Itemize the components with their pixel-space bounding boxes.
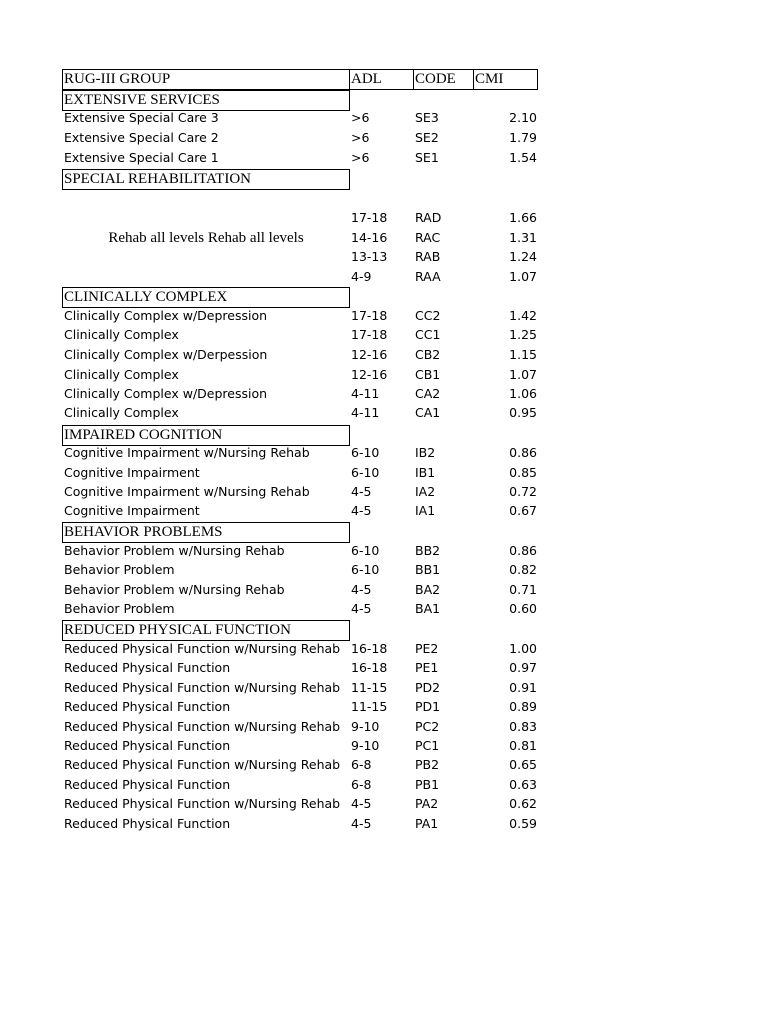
row-cmi: 1.24 (509, 249, 537, 264)
row-code: CA2 (415, 386, 441, 401)
row-adl: 12-16 (351, 347, 388, 362)
row-name: Cognitive Impairment (64, 465, 200, 480)
header-code: CODE (413, 69, 474, 90)
row-cmi: 1.66 (509, 210, 537, 225)
row-adl: 17-18 (351, 210, 388, 225)
row-adl: 6-10 (351, 562, 380, 577)
row-code: PE2 (415, 641, 439, 656)
row-adl: 13-13 (351, 249, 388, 264)
row-cmi: 0.86 (509, 445, 537, 460)
row-adl: 4-11 (351, 386, 380, 401)
row-code: SE1 (415, 150, 439, 165)
row-cmi: 1.07 (509, 367, 537, 382)
row-cmi: 0.89 (509, 699, 537, 714)
row-adl: 6-10 (351, 445, 380, 460)
row-name: Behavior Problem w/Nursing Rehab (64, 582, 285, 597)
row-cmi: 0.62 (509, 796, 537, 811)
row-name: Cognitive Impairment w/Nursing Rehab (64, 445, 310, 460)
row-cmi: 0.72 (509, 484, 537, 499)
row-code: SE3 (415, 110, 439, 125)
row-cmi: 1.79 (509, 130, 537, 145)
row-code: RAC (415, 230, 441, 245)
row-cmi: 2.10 (509, 110, 537, 125)
row-cmi: 0.83 (509, 719, 537, 734)
row-adl: >6 (351, 110, 370, 125)
row-adl: 9-10 (351, 719, 380, 734)
row-code: IB1 (415, 465, 436, 480)
row-name: Reduced Physical Function w/Nursing Rehab (64, 719, 341, 734)
row-cmi: 0.60 (509, 601, 537, 616)
row-code: IB2 (415, 445, 436, 460)
row-name: Clinically Complex w/Derpession (64, 347, 268, 362)
row-cmi: 1.06 (509, 386, 537, 401)
row-adl: 4-5 (351, 484, 372, 499)
row-cmi: 0.63 (509, 777, 537, 792)
row-cmi: 1.42 (509, 308, 537, 323)
row-code: PC2 (415, 719, 440, 734)
row-code: CC1 (415, 327, 441, 342)
row-name: Clinically Complex w/Depression (64, 308, 268, 323)
row-cmi: 0.82 (509, 562, 537, 577)
row-code: PE1 (415, 660, 439, 675)
row-name: Reduced Physical Function (64, 699, 231, 714)
row-name: Clinically Complex (64, 367, 179, 382)
row-cmi: 1.15 (509, 347, 537, 362)
row-name: Reduced Physical Function (64, 777, 231, 792)
row-adl: 4-5 (351, 503, 372, 518)
section-title: IMPAIRED COGNITION (62, 425, 350, 446)
row-name: Reduced Physical Function (64, 816, 231, 831)
row-adl: 14-16 (351, 230, 388, 245)
row-cmi: 0.71 (509, 582, 537, 597)
row-code: IA1 (415, 503, 436, 518)
row-adl: 4-5 (351, 796, 372, 811)
row-adl: 12-16 (351, 367, 388, 382)
section-title: CLINICALLY COMPLEX (62, 287, 350, 308)
row-adl: 6-8 (351, 757, 372, 772)
row-cmi: 0.97 (509, 660, 537, 675)
row-code: IA2 (415, 484, 436, 499)
row-code: PB2 (415, 757, 440, 772)
row-name: Clinically Complex w/Depression (64, 386, 268, 401)
row-cmi: 1.54 (509, 150, 537, 165)
row-adl: 16-18 (351, 641, 388, 656)
row-name: Clinically Complex (64, 405, 179, 420)
row-code: BB2 (415, 543, 441, 558)
row-adl: 6-10 (351, 465, 380, 480)
row-code: BA2 (415, 582, 441, 597)
row-cmi: 0.91 (509, 680, 537, 695)
row-adl: 11-15 (351, 699, 388, 714)
row-cmi: 0.59 (509, 816, 537, 831)
row-code: PA2 (415, 796, 439, 811)
row-code: PB1 (415, 777, 440, 792)
row-name: Behavior Problem w/Nursing Rehab (64, 543, 285, 558)
row-code: CC2 (415, 308, 441, 323)
row-code: CB2 (415, 347, 441, 362)
row-name: Clinically Complex (64, 327, 179, 342)
row-adl: >6 (351, 150, 370, 165)
row-cmi: 0.65 (509, 757, 537, 772)
section-title: REDUCED PHYSICAL FUNCTION (62, 620, 350, 641)
row-code: BB1 (415, 562, 441, 577)
row-code: RAA (415, 269, 441, 284)
row-code: SE2 (415, 130, 439, 145)
row-adl: 4-5 (351, 601, 372, 616)
row-name: Cognitive Impairment w/Nursing Rehab (64, 484, 310, 499)
row-name: Extensive Special Care 3 (64, 110, 219, 125)
row-code: BA1 (415, 601, 441, 616)
row-adl: 4-5 (351, 582, 372, 597)
row-name: Reduced Physical Function w/Nursing Rehab (64, 641, 341, 656)
row-cmi: 1.25 (509, 327, 537, 342)
section-title: EXTENSIVE SERVICES (62, 90, 350, 111)
row-code: RAB (415, 249, 441, 264)
row-cmi: 0.95 (509, 405, 537, 420)
row-cmi: 1.07 (509, 269, 537, 284)
row-code: RAD (415, 210, 442, 225)
rehab-merged-label: Rehab all levels Rehab all levels (108, 230, 304, 246)
row-adl: 11-15 (351, 680, 388, 695)
row-name: Cognitive Impairment (64, 503, 200, 518)
row-adl: 4-11 (351, 405, 380, 420)
section-title: SPECIAL REHABILITATION (62, 169, 350, 190)
row-name: Reduced Physical Function w/Nursing Rehab (64, 757, 341, 772)
row-name: Extensive Special Care 2 (64, 130, 219, 145)
header-group: RUG-III GROUP (62, 69, 350, 90)
row-name: Extensive Special Care 1 (64, 150, 219, 165)
row-name: Behavior Problem (64, 562, 175, 577)
row-cmi: 0.86 (509, 543, 537, 558)
row-code: CA1 (415, 405, 441, 420)
row-cmi: 1.00 (509, 641, 537, 656)
section-title: BEHAVIOR PROBLEMS (62, 522, 350, 543)
row-adl: 6-8 (351, 777, 372, 792)
row-code: PD1 (415, 699, 441, 714)
row-adl: 6-10 (351, 543, 380, 558)
row-adl: 16-18 (351, 660, 388, 675)
row-cmi: 1.31 (509, 230, 537, 245)
header-cmi: CMI (473, 69, 538, 90)
row-cmi: 0.85 (509, 465, 537, 480)
row-adl: 9-10 (351, 738, 380, 753)
row-adl: 17-18 (351, 308, 388, 323)
row-name: Behavior Problem (64, 601, 175, 616)
row-code: PA1 (415, 816, 439, 831)
row-name: Reduced Physical Function (64, 660, 231, 675)
row-adl: 17-18 (351, 327, 388, 342)
row-code: CB1 (415, 367, 441, 382)
row-adl: >6 (351, 130, 370, 145)
row-code: PD2 (415, 680, 441, 695)
row-name: Reduced Physical Function (64, 738, 231, 753)
row-cmi: 0.81 (509, 738, 537, 753)
row-adl: 4-5 (351, 816, 372, 831)
row-name: Reduced Physical Function w/Nursing Rehab (64, 796, 341, 811)
header-adl: ADL (349, 69, 414, 90)
row-adl: 4-9 (351, 269, 372, 284)
row-name: Reduced Physical Function w/Nursing Rehab (64, 680, 341, 695)
row-code: PC1 (415, 738, 440, 753)
row-cmi: 0.67 (509, 503, 537, 518)
